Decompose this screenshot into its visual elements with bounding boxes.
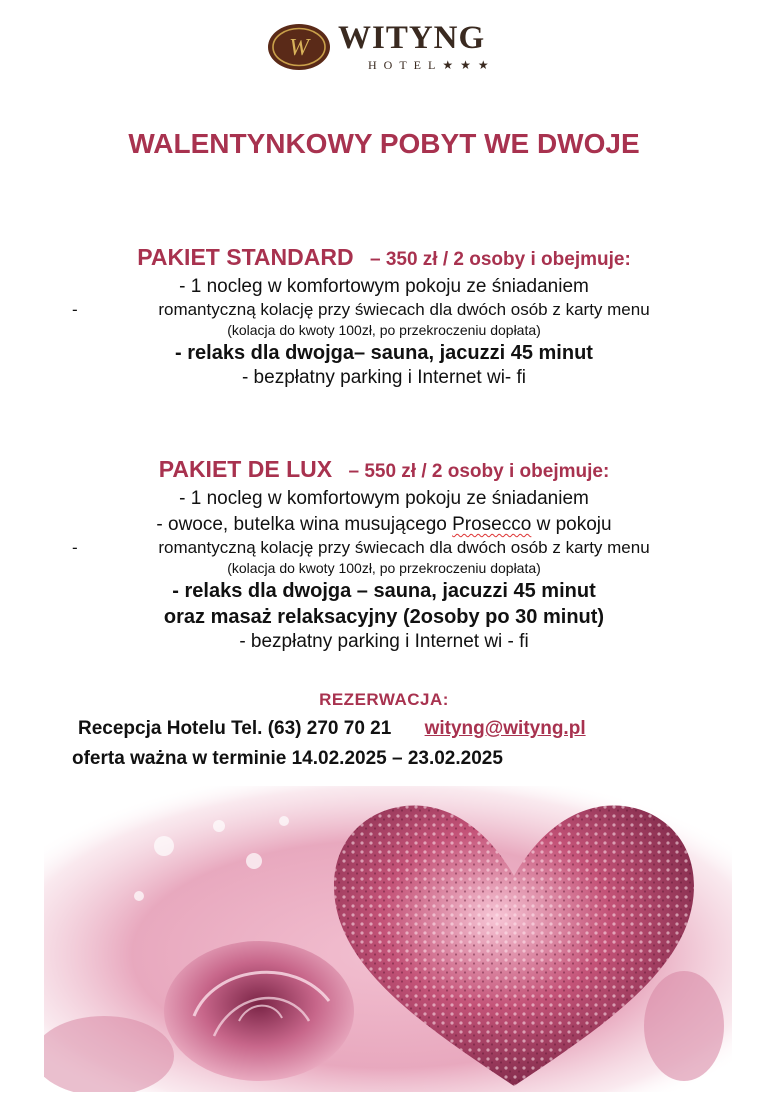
page-title: WALENTYNKOWY POBYT WE DWOJE bbox=[128, 128, 640, 159]
reservation-contact bbox=[78, 718, 586, 740]
rose-petals bbox=[644, 971, 724, 1081]
package-standard-item: - bezpłatny parking i Internet wi- fi bbox=[241, 367, 527, 388]
package-standard-header bbox=[0, 244, 768, 271]
package-delux-price: – 550 zł / 2 osoby i obejmuje: bbox=[348, 461, 610, 482]
hotel-emblem-icon bbox=[266, 22, 332, 72]
package-delux-item: - relaks dla dwojga – sauna, jacuzzi 45 minut bbox=[172, 580, 596, 602]
package-standard-item: - 1 nocleg w komfortowym pokoju ze śniadaniem bbox=[179, 276, 589, 297]
package-delux-item: - romantyczną kolację przy świecach dla dwóch osób z karty menu bbox=[72, 538, 650, 557]
package-delux-item: - bezpłatny parking i Internet wi - fi bbox=[239, 631, 529, 652]
hotel-name: WITYNG bbox=[338, 20, 486, 56]
package-delux-item: - owoce, butelka wina musującego Prosecco w pokoju bbox=[156, 514, 612, 535]
package-standard bbox=[0, 244, 768, 390]
package-standard-item: - relaks dla dwojga– sauna, jacuzzi 45 minut bbox=[175, 342, 593, 364]
package-delux bbox=[0, 456, 768, 654]
package-standard-item: - romantyczną kolację przy świecach dla dwóch osób z karty menu bbox=[72, 300, 650, 319]
email-link[interactable]: wityng@wityng.pl bbox=[424, 718, 586, 739]
hotel-logo bbox=[0, 18, 768, 78]
package-standard-name: PAKIET STANDARD bbox=[137, 244, 354, 270]
reservation-heading: REZERWACJA: bbox=[319, 690, 449, 709]
svg-text:W: W bbox=[289, 35, 309, 61]
offer-validity: oferta ważna w terminie 14.02.2025 – 23.02.2025 bbox=[72, 748, 503, 769]
reception-phone: Recepcja Hotelu Tel. (63) 270 70 21 bbox=[78, 718, 392, 739]
package-delux-item: oraz masaż relaksacyjny (2osoby po 30 minut) bbox=[163, 606, 605, 628]
package-standard-price: – 350 zł / 2 osoby i obejmuje: bbox=[369, 249, 631, 270]
package-delux-item: - 1 nocleg w komfortowym pokoju ze śniadaniem bbox=[179, 488, 589, 509]
package-delux-header bbox=[0, 456, 768, 483]
heart-roses-photo bbox=[44, 786, 732, 1092]
hotel-subtitle: HOTEL★★★ bbox=[368, 58, 496, 72]
package-standard-note: (kolacja do kwoty 100zł, po przekroczeniu dopłata) bbox=[227, 322, 541, 338]
package-delux-note: (kolacja do kwoty 100zł, po przekroczeniu dopłata) bbox=[227, 560, 541, 576]
package-delux-name: PAKIET DE LUX bbox=[158, 456, 333, 482]
